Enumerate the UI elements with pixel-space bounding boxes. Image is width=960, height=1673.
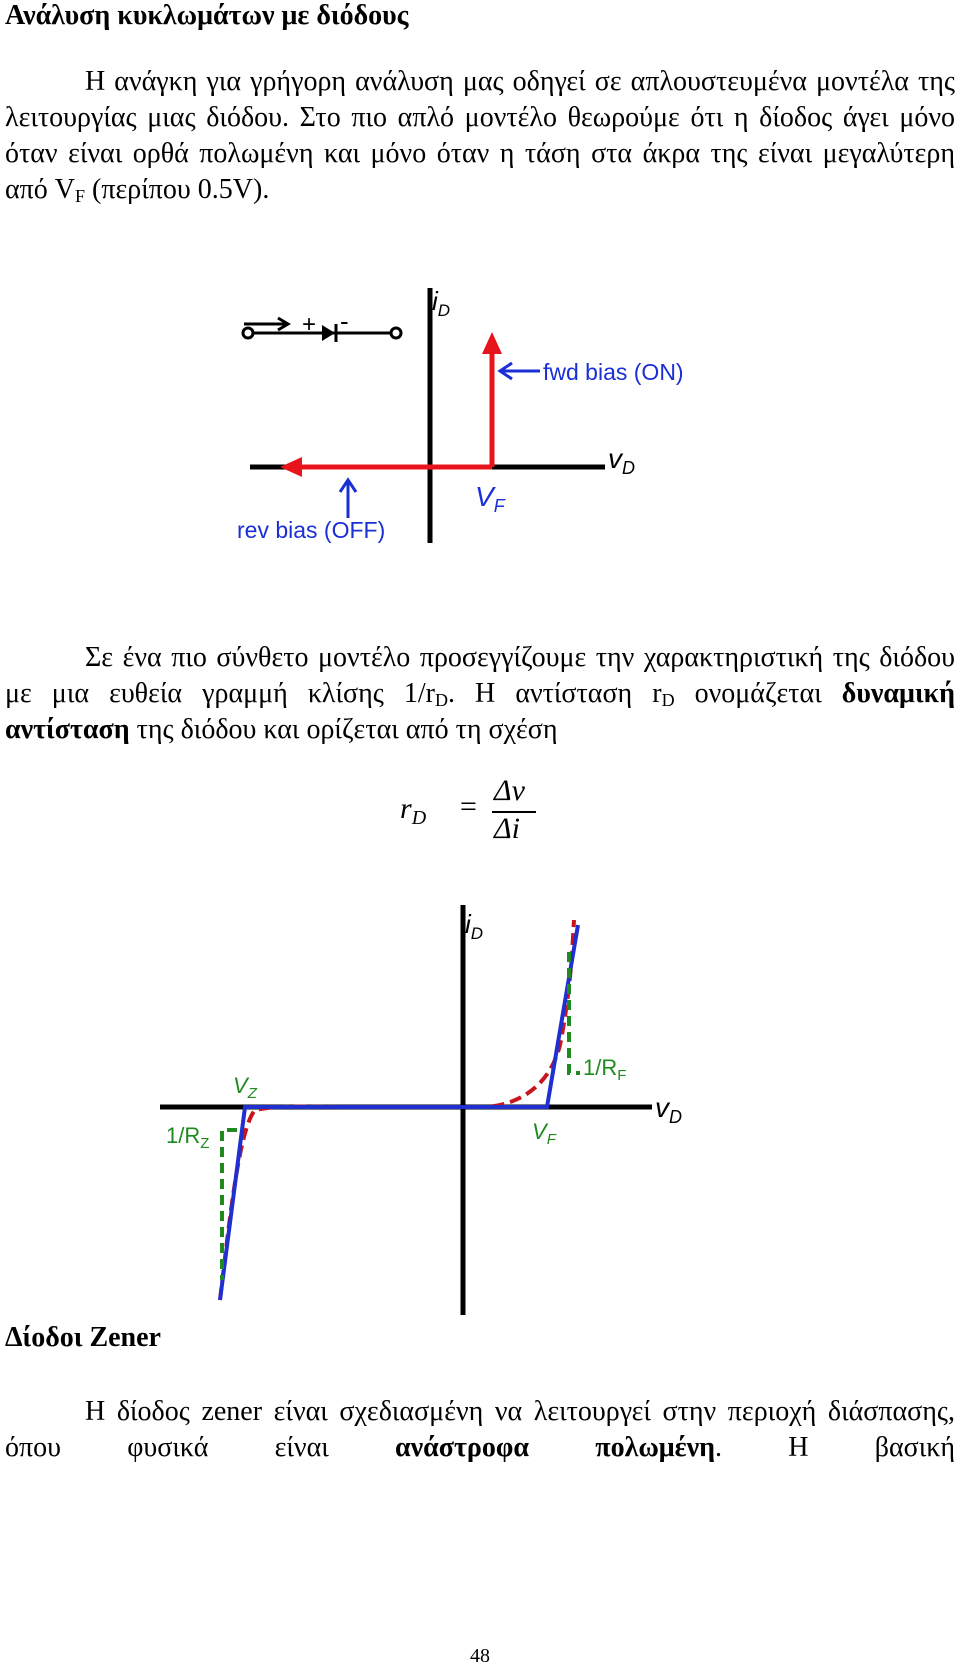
vf-label: $V_F$ (475, 481, 505, 516)
rz-label: $1/R_Z$ (166, 1123, 210, 1152)
zener-heading: Δίοδοι Zener (5, 1322, 161, 1353)
linear-model-curve (220, 925, 578, 1300)
fwd-bias-arrow-icon (500, 363, 540, 379)
fwd-bias-label: fwd bias (ON) (543, 359, 684, 385)
minus-sign: - (340, 306, 349, 336)
rf-label: $1/R_F$ (583, 1055, 627, 1084)
x-axis-label: $v_D$ (608, 443, 635, 478)
y-axis-label: $i_D$ (432, 286, 451, 320)
real-diode-curve (220, 920, 574, 1300)
y-axis-label: $i_D$ (465, 909, 484, 943)
intro-paragraph: Η ανάγκη για γρήγορη ανάλυση μας οδηγεί σε απλουστευμένα μοντέλα της λειτουργίας μιας διόδου. Στο πιο απλό μοντέλο θεωρούμε ότι η δίοδος άγει μόνο όταν είναι ορθά πολωμένη και μόνο όταν η τάση στα άκρα της είναι μεγαλύτερη από $V_F$ (περίπου 0.5V). (5, 66, 955, 206)
vf-label: $V_F$ (532, 1119, 556, 1148)
equation-lhs: $r_D$ (400, 792, 427, 829)
equation-numerator: Δv (494, 774, 525, 807)
equation-denominator: Δi (494, 812, 520, 845)
rev-bias-arrow-icon (340, 480, 356, 518)
rf-slope-marker (569, 952, 580, 1073)
page-number: 48 (470, 1645, 490, 1667)
piecewise-linear-characteristic-figure (100, 895, 750, 1315)
ideal-diode-characteristic-figure (200, 268, 740, 573)
plus-sign: + (302, 311, 317, 338)
rev-bias-label: rev bias (OFF) (237, 517, 386, 543)
dynamic-resistance-paragraph: Σε ένα πιο σύνθετο μοντέλο προσεγγίζουμε την χαρακτηριστική της διόδου με μια ευθεία γραμμή κλίσης $1/r_D$. Η αντίσταση $r_D$ ονομάζεται δυναμική αντίσταση της διόδου και ορίζεται από τη σχέση (5, 642, 955, 745)
x-axis-label: $v_D$ (655, 1092, 682, 1127)
section-heading: Ανάλυση κυκλωμάτων με διόδους (5, 0, 409, 31)
vz-label: $V_Z$ (233, 1073, 257, 1102)
dynamic-resistance-equation (398, 774, 538, 858)
ideal-characteristic-curve (280, 332, 502, 477)
diode-symbol-icon (243, 318, 401, 342)
zener-paragraph: Η δίοδος zener είναι σχεδιασμένη να λειτουργεί στην περιοχή διάσπασης, όπου φυσικά είναι ανάστροφα πολωμένη. Η βασική (5, 1396, 955, 1463)
equation-equals: = (460, 790, 477, 823)
